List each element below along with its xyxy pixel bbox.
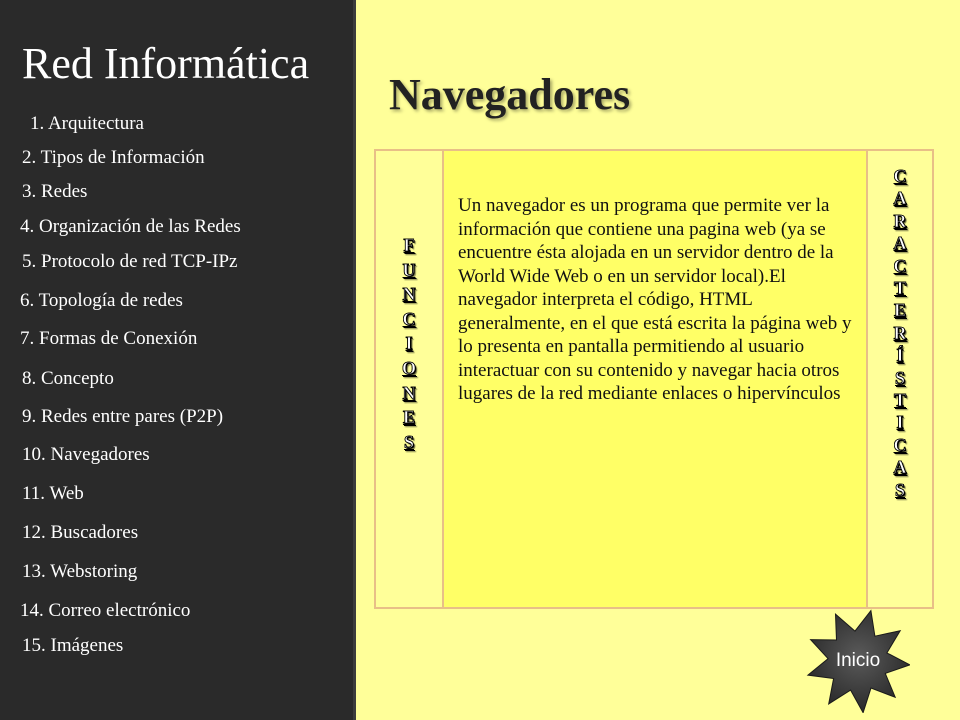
caracteristicas-letter: R [893,322,907,343]
caracteristicas-letter: S [894,367,905,388]
nav-item-formas-de-conexion[interactable]: 7. Formas de Conexión [20,328,198,349]
caracteristicas-letter: T [893,278,906,299]
caracteristicas-letter: C [893,255,907,276]
caracteristicas-letter: A [893,233,907,254]
caracteristicas-link[interactable] [868,165,932,501]
caracteristicas-letter: Í [896,345,904,366]
caracteristicas-letter: R [893,210,907,231]
funciones-letter: C [402,308,416,329]
funciones-letter: N [402,284,416,305]
nav-item-redes-entre-pares[interactable]: 9. Redes entre pares (P2P) [22,406,224,427]
funciones-letter: U [402,259,416,280]
description-text: Un navegador es un programa que permite ver la información que contiene una pagina web (ya se encuentre ésta alojada en un servidor dentro de la World Wide Web o en un servidor local).El navegador interpreta el código, HTML generalmente, en el que está escrita la página web y lo presenta en pantalla permitiendo al usuario interactuar con su contenido y navegar hacia otros lugares de la red mediante enlaces o hipervínculos [458,195,852,404]
caracteristicas-letter: C [893,434,907,455]
inicio-button[interactable] [806,609,910,713]
caracteristicas-letter: A [893,457,907,478]
nav-item-correo-electronico[interactable]: 14. Correo electrónico [20,600,191,621]
caracteristicas-letter: E [893,300,906,321]
caracteristicas-letter: S [894,479,905,500]
funciones-letter: F [403,235,415,255]
caracteristicas-letter: C [893,166,907,186]
funciones-letter: O [401,357,416,378]
funciones-letter: N [402,382,416,403]
nav-item-organizacion-de-las-redes[interactable]: 4. Organización de las Redes [20,216,241,237]
funciones-letter: S [403,431,414,452]
funciones-letter: E [402,407,415,428]
site-title: Red Informática [22,39,310,88]
sidebar [0,0,353,720]
nav-item-topologia-de-redes[interactable]: 6. Topología de redes [20,290,183,311]
nav-item-web[interactable]: 11. Web [22,483,84,504]
nav-item-buscadores[interactable]: 12. Buscadores [22,522,139,543]
nav-item-imagenes[interactable]: 15. Imágenes [22,635,124,656]
nav-item-arquitectura[interactable]: 1. Arquitectura [30,113,144,134]
page-title: Navegadores [389,70,631,119]
inicio-label: Inicio [835,650,881,671]
nav-item-concepto[interactable]: 8. Concepto [22,368,114,389]
nav-item-navegadores[interactable]: 10. Navegadores [22,444,150,465]
caracteristicas-letter: T [893,390,906,411]
caracteristicas-letter: A [893,188,907,209]
caracteristicas-letter: I [896,412,904,433]
nav-item-redes[interactable]: 3. Redes [22,181,88,202]
nav-item-tipos-de-informacion[interactable]: 2. Tipos de Información [22,147,205,168]
caracteristicas-column [866,149,934,609]
nav-item-protocolo-tcp-ip[interactable]: 5. Protocolo de red TCP-IPz [22,251,238,272]
funciones-column [374,149,444,609]
funciones-link[interactable] [376,233,442,454]
funciones-letter: I [405,333,413,354]
nav-item-webstoring[interactable]: 13. Webstoring [22,561,138,582]
